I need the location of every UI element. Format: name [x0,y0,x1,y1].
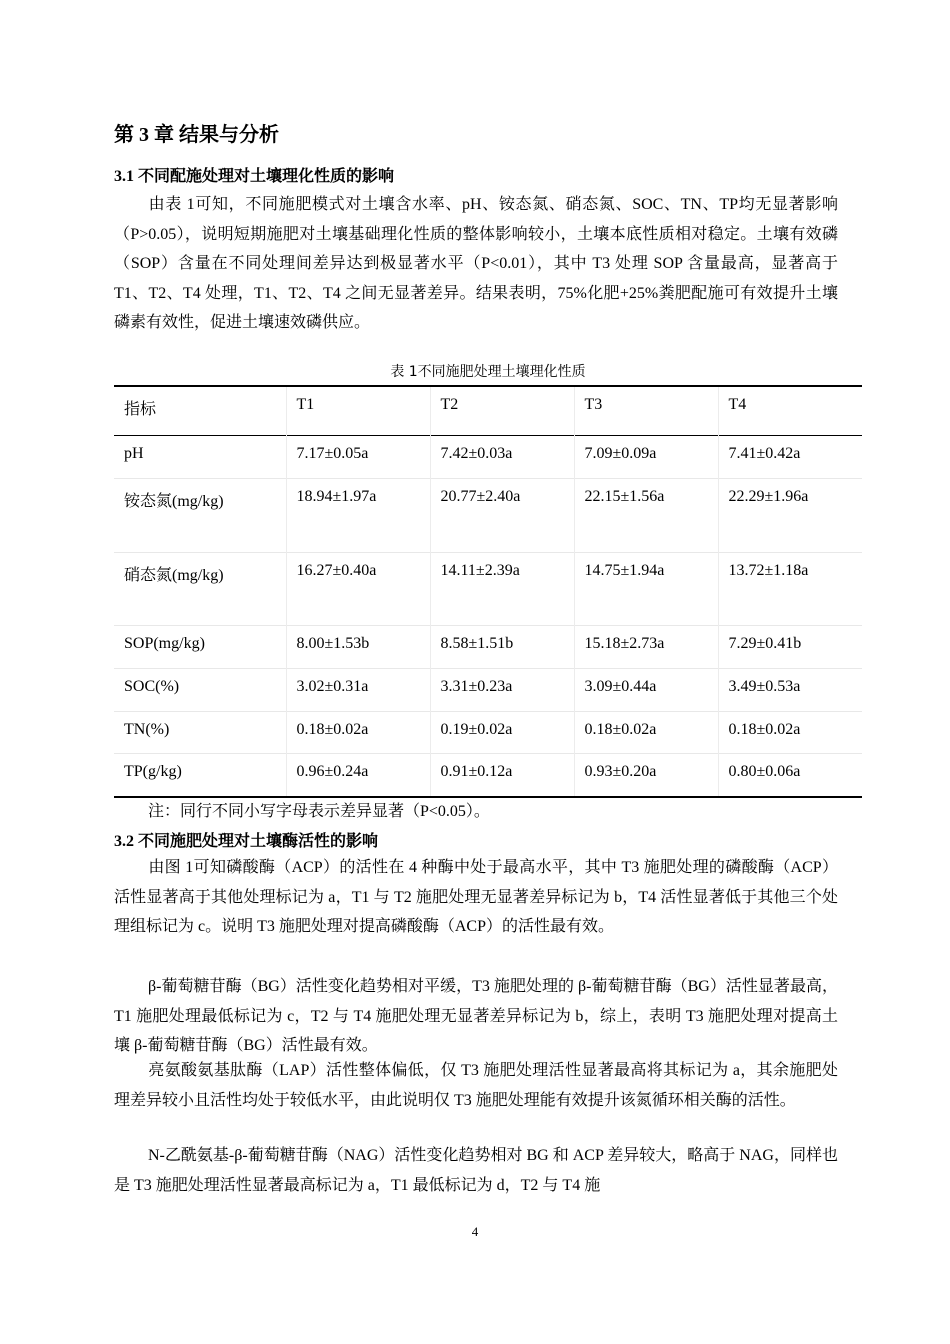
table-row [114,435,862,478]
table-cell: 16.27±0.40a [286,552,430,625]
table-header-cell: T4 [718,386,862,435]
table-row [114,711,862,753]
table-header-cell: T3 [574,386,718,435]
table-cell: pH [124,444,144,462]
table-cell: 0.80±0.06a [718,753,862,797]
table-cell: 8.00±1.53b [286,625,430,668]
table-row [114,668,862,711]
table-cell: 3.49±0.53a [718,668,862,711]
table-header-cell: 指标 [124,401,157,418]
table-cell: SOC(%) [124,677,180,695]
table-header-row [114,386,862,435]
table-cell: 22.15±1.56a [574,478,718,552]
section-2-paragraph-text: N-乙酰氨基-β-葡萄糖苷酶（NAG）活性变化趋势相对 BG 和 ACP 差异较大，略高于 NAG，同样也是 T3 施肥处理活性显著最高标记为 a，T1 最低标记为 d，T2 与 T4 施 [114,1147,838,1194]
table-cell: 硝态氮(mg/kg) [124,566,224,584]
section-1-paragraph [114,190,838,338]
table-cell: 7.29±0.41b [718,625,862,668]
table-row [114,625,862,668]
table-cell: 铵态氮(mg/kg) [124,492,224,510]
section-2-paragraph-text: 亮氨酸氨基肽酶（LAP）活性整体偏低，仅 T3 施肥处理活性显著最高将其标记为 a，其余施肥处理差异较小且活性均处于较低水平，由此说明仅 T3 施肥处理能有效提升该氮循环相关酶的活性。 [114,1062,838,1109]
table-cell: 0.96±0.24a [286,753,430,797]
table-caption: 表 1不同施肥处理土壤理化性质 [390,364,586,380]
table-cell: 14.75±1.94a [574,552,718,625]
table-row [114,753,862,797]
soil-properties-table [114,385,862,798]
section-2-paragraph-text: 由图 1可知磷酸酶（ACP）的活性在 4 种酶中处于最高水平，其中 T3 施肥处理的磷酸酶（ACP）活性显著高于其他处理标记为 a，T1 与 T2 施肥处理无显著差异标记为 b，T4 活性显著低于其他三个处理组标记为 c。说明 T3 施肥处理对提高磷酸酶（ACP）的活性最有效。 [114,859,838,935]
table-cell: 13.72±1.18a [718,552,862,625]
table-cell: TN(%) [124,720,170,738]
table-cell: 0.18±0.02a [574,711,718,753]
section-2-paragraph-2 [114,972,838,1061]
section-2-paragraph-1 [114,853,838,942]
page-number: 4 [471,1224,479,1239]
table-cell: 22.29±1.96a [718,478,862,552]
table-cell: 7.42±0.03a [430,435,574,478]
table-header-cell: T1 [286,386,430,435]
table-cell: 3.02±0.31a [286,668,430,711]
table-cell: 0.18±0.02a [286,711,430,753]
table-cell: 7.09±0.09a [574,435,718,478]
table-cell: 14.11±2.39a [430,552,574,625]
table-cell: 0.91±0.12a [430,753,574,797]
section-2-paragraph-3 [114,1056,838,1115]
table-header-cell: T2 [430,386,574,435]
table-row [114,552,862,625]
table-row [114,478,862,552]
table-cell: 15.18±2.73a [574,625,718,668]
table-cell: 7.41±0.42a [718,435,862,478]
section-2-paragraph-text: β-葡萄糖苷酶（BG）活性变化趋势相对平缓，T3 施肥处理的 β-葡萄糖苷酶（BG）活性显著最高，T1 施肥处理最低标记为 c，T2 与 T4 施肥处理无显著差异标记为 b，综上，表明 T3 施肥处理对提高土壤 β-葡萄糖苷酶（BG）活性最有效。 [114,978,838,1054]
table-cell: 18.94±1.97a [286,478,430,552]
chapter-title: 第 3 章 结果与分析 [114,124,279,146]
table-cell: 0.93±0.20a [574,753,718,797]
table-cell: TP(g/kg) [124,762,182,780]
table-cell: SOP(mg/kg) [124,634,205,652]
table-cell: 3.09±0.44a [574,668,718,711]
table-cell: 20.77±2.40a [430,478,574,552]
table-cell: 7.17±0.05a [286,435,430,478]
table-cell: 8.58±1.51b [430,625,574,668]
section-title-3-1: 3.1 不同配施处理对土壤理化性质的影响 [114,168,395,185]
table-note: 注：同行不同小写字母表示差异显著（P<0.05）。 [148,803,490,820]
table-cell: 0.18±0.02a [718,711,862,753]
section-1-paragraph-text: 由表 1可知，不同施肥模式对土壤含水率、pH、铵态氮、硝态氮、SOC、TN、TP均无显著影响（P>0.05），说明短期施肥对土壤基础理化性质的整体影响较小，土壤本底性质相对稳定。土壤有效磷（SOP）含量在不同处理间差异达到极显著水平（P<0.01），其中 T3 处理 SOP 含量最高，显著高于 T1、T2、T4 处理，T1、T2、T4 之间无显著差异。结果表明，75%化肥+25%粪肥配施可有效提升土壤磷素有效性，促进土壤速效磷供应。 [114,196,838,331]
section-title-3-2: 3.2 不同施肥处理对土壤酶活性的影响 [114,833,379,850]
section-2-paragraph-4 [114,1141,838,1200]
table-cell: 0.19±0.02a [430,711,574,753]
table-cell: 3.31±0.23a [430,668,574,711]
